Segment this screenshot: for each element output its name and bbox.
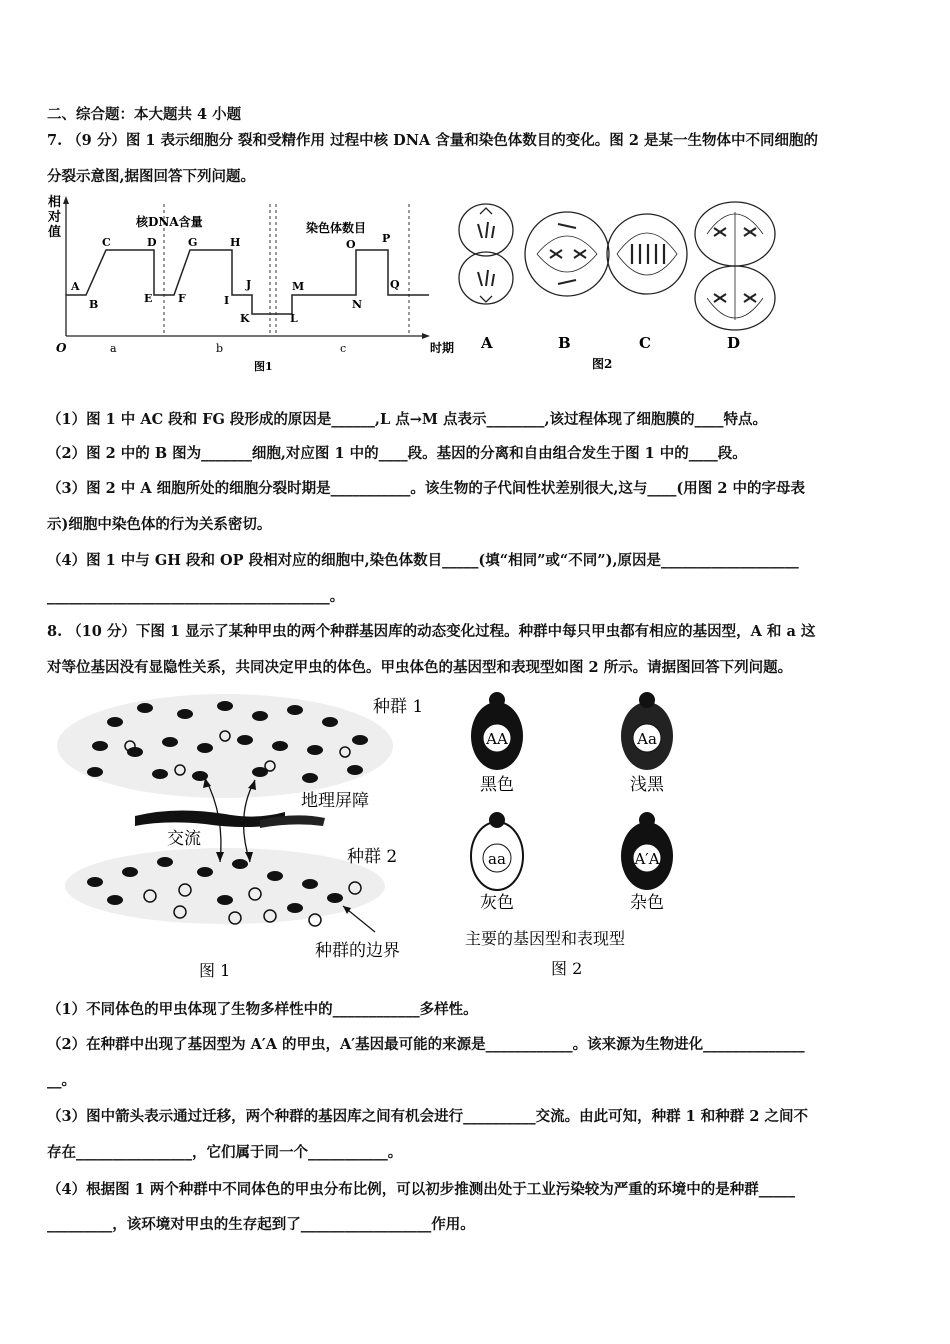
q8-sub2-line1: （2）在种群中出现了基因型为 A′A 的甲虫，A′基因最可能的来源是____________。该来源为生物进化______________ (47, 1036, 805, 1053)
q8-stem-line1: 8. （10 分）下图 1 显示了某种甲虫的两个种群基因库的动态变化过程。种群中每只甲虫都有相应的基因型，A 和 a 这 (47, 623, 816, 640)
cell-B (525, 212, 609, 296)
pt-H: H (230, 236, 241, 249)
pt-G: G (188, 236, 198, 249)
x-label: 时期 (430, 341, 455, 355)
cell-label-D: D (727, 334, 741, 352)
pt-M: M (292, 280, 305, 293)
title-chrom: 染色体数目 (306, 221, 367, 235)
q7-figure2-cells (452, 198, 782, 378)
segment-b: b (216, 342, 224, 355)
q7-sub3-line2: 示)细胞中染色体的行为关系密切。 (47, 516, 272, 533)
pt-D: D (147, 236, 157, 249)
q8-sub4-line2: _________，该环境对甲虫的生存起到了__________________作用。 (47, 1216, 475, 1233)
fig1-caption: 图1 (254, 360, 273, 373)
cell-D (695, 202, 775, 330)
y-label-2: 对 (48, 210, 62, 225)
cell-C (607, 214, 687, 294)
pt-Q: Q (390, 278, 400, 291)
pt-B: B (89, 298, 99, 311)
q8-figure2-genotypes (455, 686, 715, 984)
q8-sub3-line1: （3）图中箭头表示通过迁移，两个种群的基因库之间有机会进行__________交流。由此可知，种群 1 和种群 2 之间不 (47, 1108, 808, 1125)
q7-sub4-line2: _______________________________________。 (47, 588, 345, 605)
pt-K: K (240, 312, 250, 325)
q7-sub2: （2）图 2 中的 B 图为_______细胞,对应图 1 中的____段。基因的分离和自由组合发生于图 1 中的____段。 (47, 445, 747, 462)
phenotype-light-black: 浅黑 (630, 775, 664, 795)
genotype-A-prime-A: A′A (634, 850, 660, 868)
y-label-3: 值 (48, 225, 62, 240)
q8-figure1-populations (55, 686, 455, 984)
q7-sub3-line1: （3）图 2 中 A 细胞所处的细胞分裂时期是___________。该生物的子代间性状差别很大,这与____(用图 2 中的字母表 (47, 480, 805, 497)
beetle-black (471, 692, 523, 795)
pt-O: O (346, 238, 356, 251)
pt-F: F (178, 292, 186, 305)
y-label-1: 相 (48, 195, 62, 210)
q8-stem-line2: 对等位基因没有显隐性关系，共同决定甲虫的体色。甲虫体色的基因型和表现型如图 2 所示。请据图回答下列问题。 (47, 659, 793, 676)
cell-label-B: B (558, 334, 571, 352)
fig2-caption: 图2 (592, 357, 613, 371)
origin-label: O (56, 341, 67, 355)
section-title: 二、综合题：本大题共 4 小题 (47, 106, 242, 123)
q7-stem-line2: 分裂示意图,据图回答下列问题。 (47, 168, 256, 185)
title-dna: 核DNA含量 (136, 215, 203, 229)
q7-figure1-graph (44, 192, 464, 376)
pop1-label: 种群 1 (373, 697, 424, 717)
cell-A (459, 204, 513, 304)
pt-C: C (102, 236, 111, 249)
genotype-aa: aa (488, 850, 506, 868)
q7-stem-line1: 7. （9 分）图 1 表示细胞分 裂和受精作用 过程中核 DNA 含量和染色体数目的变化。图 2 是某一生物体中不同细胞的 (47, 132, 818, 149)
q8-sub3-line2: 存在________________，它们属于同一个___________。 (47, 1144, 403, 1161)
pt-E: E (144, 292, 153, 305)
barrier-label: 地理屏障 (301, 791, 369, 811)
pt-J: J (246, 278, 252, 291)
boundary-label: 种群的边界 (315, 941, 400, 961)
pt-P: P (382, 232, 391, 245)
q7-sub1: （1）图 1 中 AC 段和 FG 段形成的原因是______,L 点→M 点表示________,该过程体现了细胞膜的____特点。 (47, 411, 768, 428)
q8-sub2-line2: __。 (47, 1072, 76, 1089)
pt-A: A (71, 280, 80, 293)
q8-sub4-line1: （4）根据图 1 两个种群中不同体色的甲虫分布比例，可以初步推测出处于工业污染较为严重的环境中的是种群_____ (47, 1181, 796, 1198)
beetle-light-black (621, 692, 673, 795)
q8-fig1-caption: 图 1 (199, 961, 231, 980)
pt-N: N (352, 298, 363, 311)
phenotype-mottled: 杂色 (630, 893, 664, 913)
genotype-subtitle: 主要的基因型和表现型 (465, 929, 626, 948)
q7-sub4-line1: （4）图 1 中与 GH 段和 OP 段相对应的细胞中,染色体数目_____(填“相同”或“不同”),原因是___________________ (47, 552, 799, 569)
beetle-gray (471, 812, 523, 913)
q8-sub1: （1）不同体色的甲虫体现了生物多样性中的____________多样性。 (47, 1001, 478, 1018)
genotype-Aa: Aa (637, 730, 657, 748)
phenotype-gray: 灰色 (480, 893, 514, 913)
segment-a: a (110, 342, 117, 355)
pop2-label: 种群 2 (347, 847, 398, 867)
q8-fig2-caption: 图 2 (551, 959, 583, 978)
segment-c: c (340, 342, 347, 355)
cell-label-C: C (639, 334, 651, 352)
beetle-mottled (621, 812, 673, 913)
genotype-AA: AA (486, 730, 508, 748)
pt-L: L (290, 312, 298, 325)
cell-label-A: A (481, 334, 493, 352)
pt-I: I (224, 294, 230, 307)
exchange-label: 交流 (167, 829, 201, 849)
phenotype-black: 黑色 (480, 775, 514, 795)
